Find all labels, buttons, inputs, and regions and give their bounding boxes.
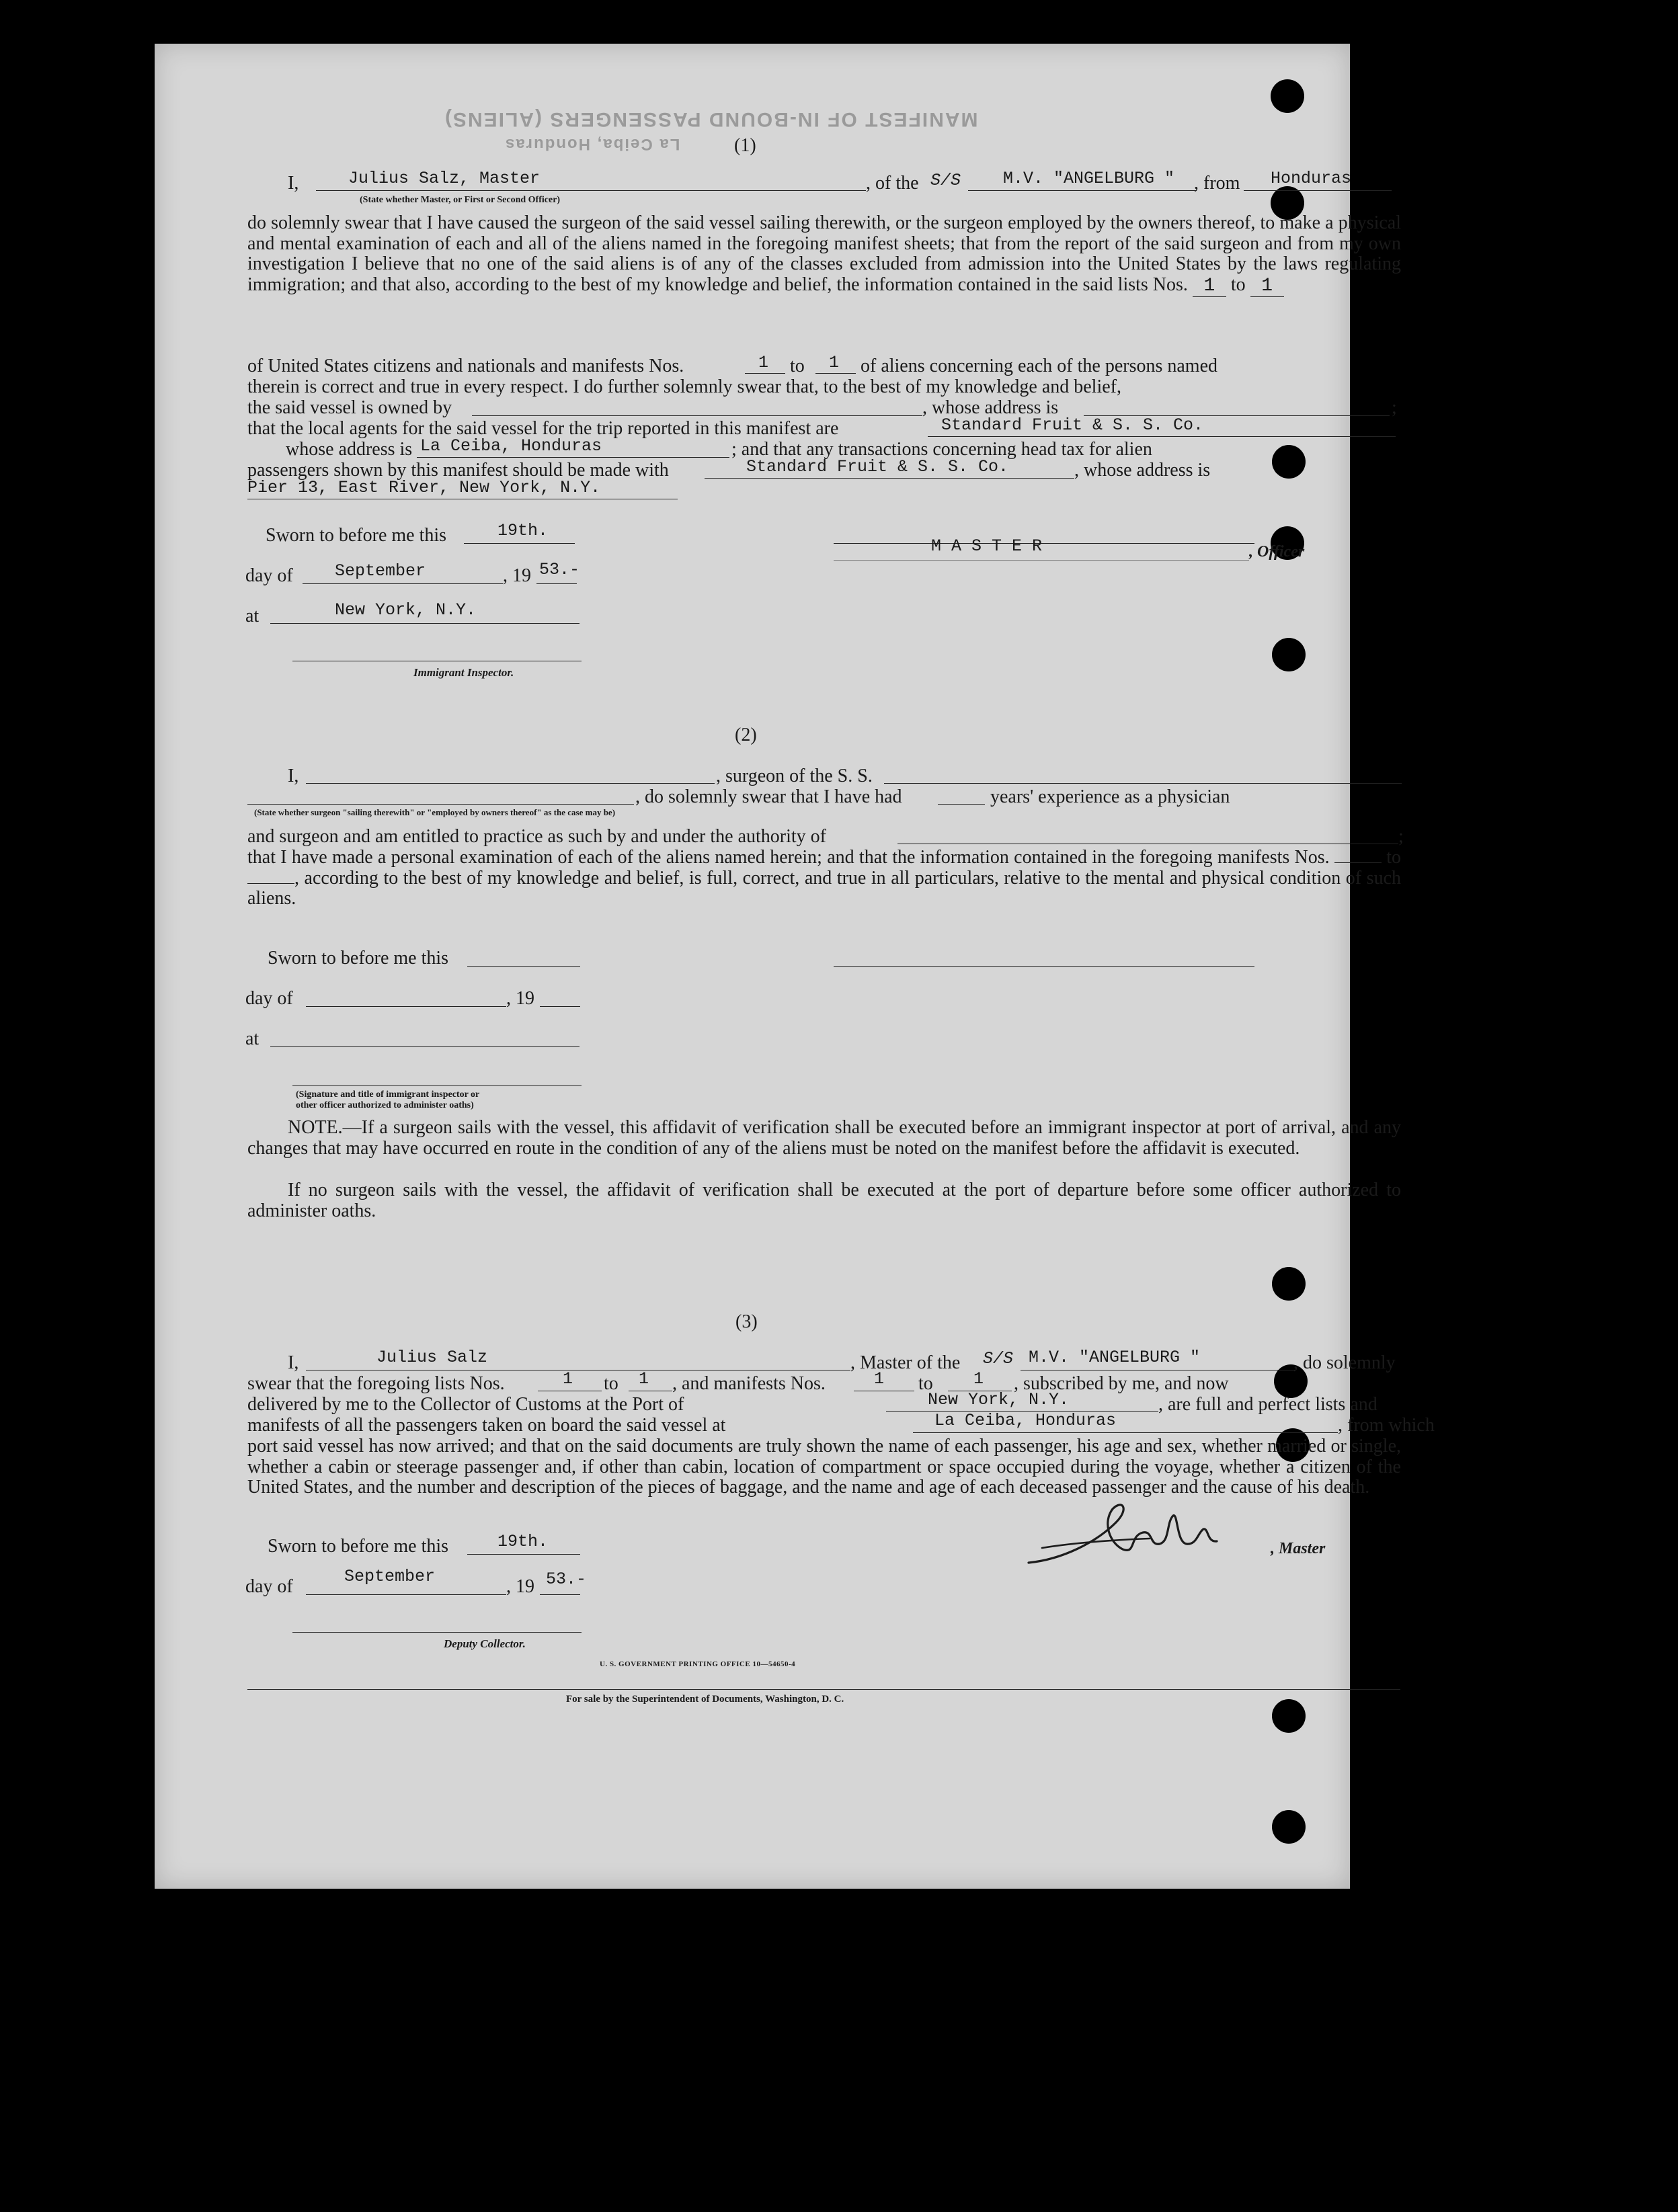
from-label: , from bbox=[1194, 173, 1240, 194]
section-3-number: (3) bbox=[735, 1311, 758, 1332]
agents-address: La Ceiba, Honduras bbox=[420, 436, 602, 456]
s3-to2: to bbox=[918, 1373, 933, 1394]
tax-address: Pier 13, East River, New York, N.Y. bbox=[247, 478, 601, 497]
manifest-to-line bbox=[815, 373, 856, 374]
sworn-month: September bbox=[335, 561, 426, 581]
semicolon-2: ; bbox=[1398, 826, 1404, 847]
s2-sworn-day-line bbox=[467, 966, 580, 967]
s3-manifests-label: manifests of all the passengers taken on board the said vessel at bbox=[247, 1415, 726, 1436]
s2-surgeon-signature-line bbox=[834, 966, 1254, 967]
lists-to-label: to bbox=[1230, 274, 1246, 295]
section-2-number: (2) bbox=[735, 725, 757, 745]
sig-caption-1: (Signature and title of immigrant inspector or bbox=[296, 1090, 480, 1100]
s2-year-prefix: , 19 bbox=[506, 988, 534, 1009]
s2-month-line bbox=[306, 1006, 506, 1007]
binder-hole bbox=[1272, 445, 1306, 479]
whose-address-label: , whose address is bbox=[922, 397, 1059, 418]
agents-line bbox=[928, 436, 1396, 437]
note-1: NOTE.—If a surgeon sails with the vessel, this affidavit of verification shall be executed before an immigrant inspector at port of arrival, and any changes that may have occurred en route in the condition of any of the aliens must be noted on the manifest before the affidavit is executed. bbox=[247, 1117, 1401, 1159]
swear-text: , do solemnly swear that I have had bbox=[635, 786, 902, 807]
s3-year-prefix: , 19 bbox=[506, 1576, 534, 1597]
owner-line bbox=[472, 415, 922, 416]
s3-sworn-day: 19th. bbox=[497, 1532, 549, 1551]
tax-company: Standard Fruit & S. S. Co. bbox=[746, 457, 1009, 477]
body-2: therein is correct and true in every respect. I do further solemnly swear that, to the best of my knowledge and belief, bbox=[247, 376, 1121, 397]
s2-body: that I have made a personal examination of each of the aliens named herein; and that the information contained in the foregoing manifests Nos. to , according to the best of my knowledge and belief, is full, correct, and true in all particulars, relative to the mental and physical condition of such aliens. bbox=[247, 847, 1402, 909]
of-the-label: , of the bbox=[866, 173, 919, 194]
master-name-line bbox=[316, 190, 866, 191]
collector-caption: Deputy Collector. bbox=[444, 1637, 526, 1650]
s3-year-line bbox=[540, 1594, 580, 1595]
binder-hole bbox=[1271, 79, 1304, 113]
oath-body-1: do solemnly swear that I have caused the surgeon of the said vessel sailing therewith, or the surgeon employed by the owners thereof, to make a physical and mental examination of each and all of the aliens named in the foregoing manifest sheets; that from the report of the said surgeon and from my own investigation I believe that no one of the said aliens is of any of the classes excluded from admission into the United States by the laws regulating immigration; and that also, according to the best of my knowledge and belief, the information contained in the said lists Nos. 1 to 1 bbox=[247, 212, 1401, 296]
owned-by-label: the said vessel is owned by bbox=[247, 397, 452, 418]
s3-manifest-to: 1 bbox=[973, 1369, 984, 1389]
semicolon: ; bbox=[1392, 397, 1397, 418]
footer-rule bbox=[247, 1689, 1400, 1690]
bleed-through-port: La Ceiba, Honduras bbox=[504, 135, 680, 153]
binder-hole bbox=[1272, 1810, 1306, 1844]
s3-to1: to bbox=[604, 1373, 618, 1394]
gpo-imprint: U. S. GOVERNMENT PRINTING OFFICE 10—54650-4 bbox=[600, 1660, 796, 1668]
binder-hole bbox=[1272, 1699, 1306, 1733]
binder-hole bbox=[1272, 638, 1306, 671]
years-line bbox=[938, 804, 985, 805]
agents-label: that the local agents for the said vessel for the trip reported in this manifest are bbox=[247, 418, 839, 439]
sworn-year: 53.- bbox=[539, 560, 580, 579]
manifest-nos-to-line bbox=[247, 871, 294, 884]
master-signature bbox=[1022, 1496, 1277, 1576]
vessel-prefix: S/S bbox=[930, 171, 961, 190]
officer-signature-line bbox=[834, 543, 1254, 544]
day-of-label: day of bbox=[245, 565, 293, 586]
s3-board-port-line bbox=[913, 1432, 1338, 1433]
binder-hole bbox=[1272, 1267, 1306, 1301]
i-label: I, bbox=[288, 173, 299, 194]
manifest-from: 1 bbox=[758, 353, 769, 372]
s3-manifest-from: 1 bbox=[874, 1369, 885, 1389]
inspector-caption: Immigrant Inspector. bbox=[413, 666, 514, 679]
whose-address-is-2: , whose address is bbox=[1074, 460, 1211, 481]
s3-day-of: day of bbox=[245, 1576, 293, 1597]
from-line bbox=[1244, 190, 1392, 191]
month-line bbox=[303, 583, 503, 584]
ss-name-line bbox=[884, 783, 1402, 784]
s3-i-label: I, bbox=[288, 1352, 299, 1373]
s3-board-port: La Ceiba, Honduras bbox=[934, 1411, 1117, 1430]
s3-sworn-day-line bbox=[467, 1554, 580, 1555]
manifest-to: 1 bbox=[829, 353, 840, 372]
sworn-place: New York, N.Y. bbox=[335, 600, 477, 620]
sworn-label: Sworn to before me this bbox=[266, 525, 447, 546]
officer-line bbox=[834, 560, 1249, 561]
role-caption: (State whether Master, or First or Second Officer) bbox=[360, 195, 561, 205]
s3-month-line bbox=[306, 1594, 506, 1595]
s3-solemnly: , do solemnly bbox=[1293, 1352, 1396, 1373]
agents-address-line bbox=[417, 457, 729, 458]
s2-sworn-label: Sworn to before me this bbox=[268, 948, 449, 969]
s3-master-label: , Master bbox=[1271, 1540, 1326, 1557]
s3-master-name: Julius Salz bbox=[376, 1348, 488, 1367]
sig-caption-2: other officer authorized to administer oaths) bbox=[296, 1100, 474, 1110]
vessel-line bbox=[968, 190, 1197, 191]
surgeon-type-line bbox=[247, 804, 634, 805]
lists-from: 1 bbox=[1193, 276, 1226, 298]
s3-year: 53.- bbox=[546, 1569, 587, 1589]
head-tax-text: ; and that any transactions concerning head tax for alien bbox=[731, 439, 1152, 460]
vessel-name: M.V. "ANGELBURG " bbox=[1003, 169, 1175, 188]
surgeon-caption: (State whether surgeon "sailing therewith" or "employed by owners thereof" as the case may be) bbox=[254, 807, 616, 817]
s3-subscribed: , subscribed by me, and now bbox=[1014, 1373, 1229, 1394]
s3-vessel: M.V. "ANGELBURG " bbox=[1029, 1348, 1201, 1367]
s3-from-which: , from which bbox=[1338, 1415, 1435, 1436]
place-line bbox=[270, 623, 580, 624]
surgeon-of-label: , surgeon of the S. S. bbox=[716, 766, 873, 786]
signer-title: M A S T E R bbox=[931, 536, 1043, 556]
s3-and-manifests: , and manifests Nos. bbox=[672, 1373, 826, 1394]
bleed-through-title: MANIFEST OF IN-BOUND PASSENGERS (ALIENS) bbox=[444, 108, 978, 130]
whose-address-is: whose address is bbox=[286, 439, 413, 460]
tax-company-line bbox=[705, 478, 1074, 479]
of-aliens-text: of aliens concerning each of the persons named bbox=[861, 356, 1218, 376]
s3-body: port said vessel has now arrived; and that on the said documents are truly shown the name of each passenger, his age and sex, whether married or single, whether a cabin or steerage passenger and, if other than cabin, location of compartment or space occupied during the voyage, whether a citizen of the United States, and the number and description of the pieces of baggage, and the name and age of each deceased passenger and the cause of his death. bbox=[247, 1436, 1401, 1498]
at-label: at bbox=[245, 606, 259, 626]
s3-sworn-label: Sworn to before me this bbox=[268, 1536, 449, 1557]
surgeon-name-line bbox=[306, 783, 715, 784]
note-2: If no surgeon sails with the vessel, the affidavit of verification shall be executed at the port of departure before some officer authorized to administer oaths. bbox=[247, 1180, 1401, 1221]
sale-notice: For sale by the Superintendent of Documents, Washington, D. C. bbox=[566, 1694, 844, 1705]
agents-name: Standard Fruit & S. S. Co. bbox=[941, 415, 1204, 435]
manifest-from-line bbox=[745, 373, 785, 374]
s3-are-full: , are full and perfect lists and bbox=[1158, 1394, 1377, 1415]
s3-lists-from: 1 bbox=[563, 1369, 573, 1389]
collector-signature-line bbox=[292, 1632, 582, 1633]
lists-to: 1 bbox=[1250, 276, 1284, 298]
s3-lists-to: 1 bbox=[639, 1369, 649, 1389]
s2-at-label: at bbox=[245, 1028, 259, 1049]
sworn-day-line bbox=[464, 543, 575, 544]
passengers-label: passengers shown by this manifest should be made with bbox=[247, 460, 669, 481]
year-prefix: , 19 bbox=[503, 565, 531, 586]
s3-month: September bbox=[344, 1567, 436, 1586]
s3-port: New York, N.Y. bbox=[928, 1390, 1070, 1409]
to-label: to bbox=[790, 356, 805, 376]
sworn-day: 19th. bbox=[497, 521, 549, 540]
s3-master-of: , Master of the bbox=[850, 1352, 961, 1373]
s2-i-label: I, bbox=[288, 766, 299, 786]
officer-label: , Officer bbox=[1249, 543, 1305, 561]
section-1-number: (1) bbox=[734, 135, 756, 156]
s3-vessel-prefix: S/S bbox=[983, 1349, 1014, 1368]
authority-text: and surgeon and am entitled to practice as such by and under the authority of bbox=[247, 826, 826, 847]
s2-day-of-label: day of bbox=[245, 988, 293, 1009]
s3-swear-lists: swear that the foregoing lists Nos. bbox=[247, 1373, 505, 1394]
s3-delivered-label: delivered by me to the Collector of Customs at the Port of bbox=[247, 1394, 684, 1415]
us-citizens-text: of United States citizens and nationals and manifests Nos. bbox=[247, 356, 684, 376]
master-name: Julius Salz, Master bbox=[348, 169, 541, 188]
from-port: Honduras bbox=[1271, 169, 1352, 188]
manifest-nos-from-line bbox=[1334, 850, 1382, 863]
year-line bbox=[536, 583, 577, 584]
s2-inspector-line bbox=[292, 1085, 582, 1086]
s2-place-line bbox=[270, 1046, 580, 1047]
s2-year-line bbox=[540, 1006, 580, 1007]
years-text: years' experience as a physician bbox=[990, 786, 1230, 807]
document-page bbox=[155, 44, 1435, 1889]
